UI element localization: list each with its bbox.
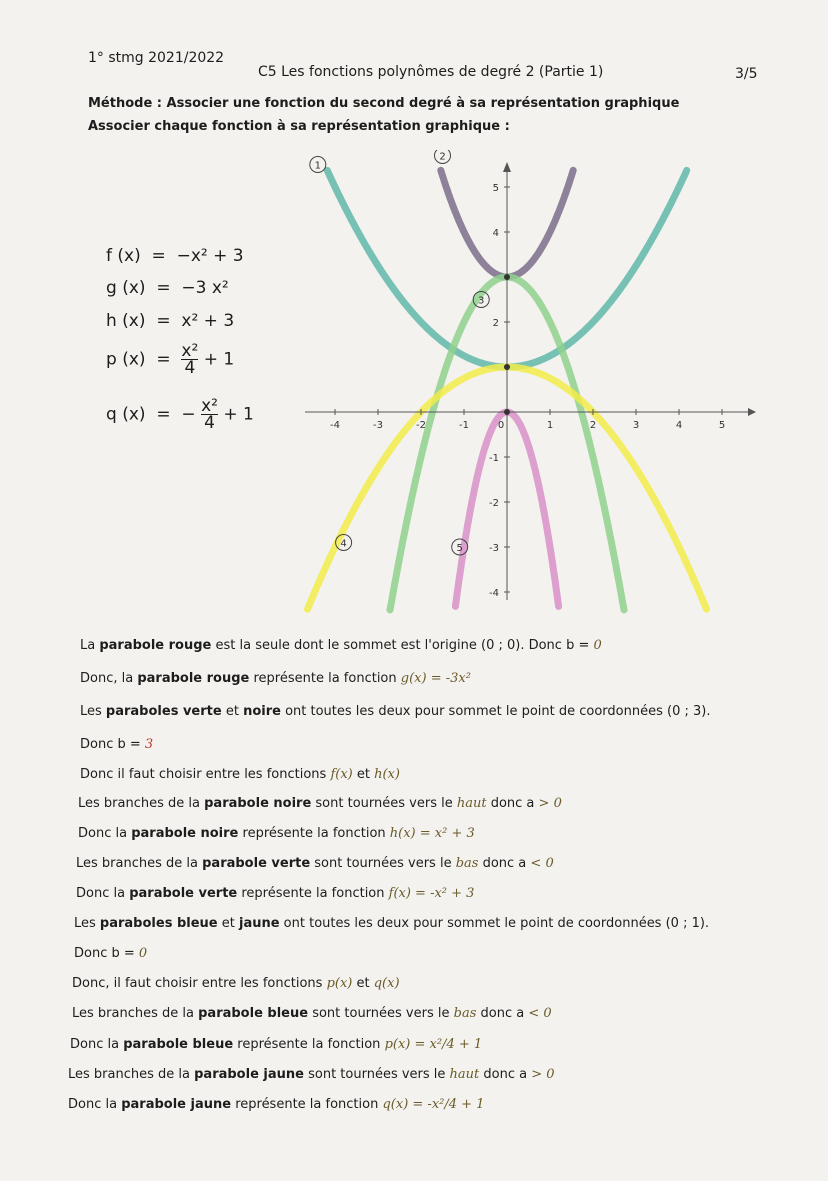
text: représente la fonction <box>233 1037 385 1052</box>
text: Les <box>80 704 106 719</box>
function-rhs: −x² + 3 <box>176 246 244 266</box>
text: donc a <box>478 856 531 871</box>
text: sont tournées vers le <box>310 856 456 871</box>
handwritten-answer: q(x) <box>373 976 400 991</box>
text: Donc la <box>70 1037 124 1052</box>
vertex-point <box>504 274 510 280</box>
text-bold: parabole noire <box>204 796 312 811</box>
x-tick-label: -4 <box>330 420 340 431</box>
handwritten-answer: h(x) = x² + 3 <box>389 826 475 841</box>
text-bold: parabole rouge <box>99 638 212 653</box>
vertex-point <box>504 364 510 370</box>
curve-label: 4 <box>340 538 347 550</box>
handwritten-answer: p(x) <box>326 976 353 991</box>
fraction <box>181 343 198 376</box>
text-bold: parabole jaune <box>121 1097 232 1112</box>
handwritten-answer: < 0 <box>528 1006 552 1021</box>
text: représente la fonction <box>238 826 390 841</box>
y-tick-label: -2 <box>489 498 499 509</box>
handwritten-answer: f(x) <box>330 767 353 782</box>
text: est la seule dont le sommet est l'origine (0 ; 0). Donc b = <box>211 638 594 653</box>
line-1 <box>80 638 602 653</box>
text: sont tournées vers le <box>311 796 457 811</box>
function-lhs: g (x) <box>106 278 146 298</box>
x-tick-label: 3 <box>632 420 640 431</box>
page-number: 3/5 <box>735 66 758 82</box>
text: ont toutes les deux pour sommet le point de coordonnées (0 ; 3). <box>280 704 711 719</box>
handwritten-answer: h(x) <box>374 767 400 782</box>
curve-label: 3 <box>478 295 485 307</box>
function-p <box>106 343 234 376</box>
equals-sign: = <box>150 311 176 331</box>
x-tick-label: 2 <box>589 420 597 431</box>
x-axis-arrow <box>748 408 756 416</box>
text: représente la fonction <box>231 1097 383 1112</box>
handwritten-answer: g(x) = -3x² <box>400 671 471 686</box>
text-bold: parabole jaune <box>194 1067 304 1082</box>
method-instruction: Associer chaque fonction à sa représentation graphique : <box>88 119 510 134</box>
text: et <box>352 976 374 991</box>
text: sont tournées vers le <box>308 1006 454 1021</box>
x-tick-label: -1 <box>459 420 469 431</box>
function-sign: − <box>181 404 196 425</box>
handwritten-answer: haut <box>449 1067 480 1082</box>
line-7 <box>78 826 475 841</box>
curve-label: 1 <box>314 160 321 172</box>
function-h <box>106 311 234 331</box>
text-bold: parabole bleue <box>198 1006 309 1021</box>
text: Donc b = <box>74 946 139 961</box>
fraction-numerator: x² <box>181 341 199 361</box>
x-tick-label: -3 <box>373 420 383 431</box>
text-bold: parabole noire <box>131 826 239 841</box>
text: sont tournées vers le <box>303 1067 450 1082</box>
text: Donc il faut choisir entre les fonctions <box>80 767 331 782</box>
text: donc a <box>476 1006 529 1021</box>
handwritten-answer: q(x) = -x²/4 + 1 <box>382 1097 485 1112</box>
handwritten-answer: 3 <box>144 737 154 752</box>
handwritten-answer: 0 <box>593 638 602 653</box>
function-tail: + 1 <box>203 349 235 370</box>
equals-sign: = <box>150 278 176 298</box>
function-rhs: −3 x² <box>181 278 229 298</box>
line-13 <box>72 1006 552 1021</box>
text: Donc, la <box>80 671 138 686</box>
method-title: Méthode : Associer une fonction du second degré à sa représentation graphique <box>88 96 680 111</box>
handwritten-answer: haut <box>456 796 487 811</box>
text: Les branches de la <box>68 1067 195 1082</box>
x-tick-label: 1 <box>546 420 554 431</box>
equals-sign: = <box>146 246 172 266</box>
line-9 <box>76 886 474 901</box>
text: donc a <box>479 1067 532 1082</box>
fraction-numerator: x² <box>201 396 218 416</box>
line-11 <box>74 946 147 961</box>
y-axis-arrow <box>503 162 511 172</box>
x-tick-label: 4 <box>675 420 683 431</box>
text-bold: paraboles verte <box>105 704 222 719</box>
text: représente la fonction <box>237 886 389 901</box>
x-tick-label: 0 <box>497 420 505 431</box>
line-8 <box>76 856 554 871</box>
text: La <box>80 638 100 653</box>
function-lhs: p (x) <box>106 349 146 370</box>
text: Les branches de la <box>72 1006 199 1021</box>
handwritten-answer: f(x) = -x² + 3 <box>388 886 475 901</box>
function-rhs: x² + 3 <box>181 311 235 331</box>
x-tick-label: -2 <box>416 420 426 431</box>
function-lhs: f (x) <box>106 246 141 266</box>
text: et <box>352 767 375 782</box>
y-tick-label: 4 <box>492 228 499 239</box>
line-10 <box>74 916 709 931</box>
y-tick-label: 5 <box>492 183 499 194</box>
curve-label: 5 <box>456 543 463 554</box>
function-tail: + 1 <box>223 404 254 425</box>
function-q <box>106 398 254 431</box>
equals-sign: = <box>150 404 176 425</box>
line-6 <box>78 796 562 811</box>
parabola-graph <box>290 150 760 630</box>
y-tick-label: -3 <box>489 543 499 554</box>
fraction-denominator: 4 <box>201 414 218 431</box>
text: Donc b = <box>80 737 145 752</box>
fraction-denominator: 4 <box>181 359 198 376</box>
y-tick-label: -4 <box>489 588 499 599</box>
text-bold: parabole rouge <box>137 671 250 686</box>
text-bold: parabole verte <box>202 856 311 871</box>
curve-label: 2 <box>439 151 446 163</box>
class-year: 1° stmg 2021/2022 <box>88 50 225 66</box>
text: Donc la <box>68 1097 122 1112</box>
line-5 <box>80 767 400 782</box>
text: Donc la <box>76 886 130 901</box>
handwritten-answer: < 0 <box>530 856 554 871</box>
handwritten-answer: 0 <box>138 946 148 961</box>
text-bold: jaune <box>238 916 280 931</box>
text: représente la fonction <box>249 671 401 686</box>
line-3 <box>80 704 710 719</box>
text-bold: parabole verte <box>129 886 238 901</box>
line-12 <box>72 976 400 991</box>
text-bold: parabole bleue <box>123 1037 234 1052</box>
line-2 <box>80 671 471 686</box>
text: donc a <box>486 796 539 811</box>
text: Les branches de la <box>76 856 203 871</box>
handwritten-answer: > 0 <box>531 1067 555 1082</box>
handwritten-answer: bas <box>453 1006 477 1021</box>
text: Donc, il faut choisir entre les fonctions <box>72 976 327 991</box>
y-tick-label: 2 <box>492 318 499 329</box>
line-14 <box>70 1037 482 1052</box>
x-tick-label: 5 <box>718 420 726 431</box>
text-bold: noire <box>243 704 281 719</box>
function-g <box>106 278 229 298</box>
line-4 <box>80 737 153 752</box>
function-lhs: h (x) <box>106 311 146 331</box>
text-bold: paraboles bleue <box>99 916 218 931</box>
handwritten-answer: p(x) = x²/4 + 1 <box>384 1037 483 1052</box>
line-15 <box>68 1067 555 1082</box>
handwritten-answer: bas <box>455 856 479 871</box>
handwritten-answer: > 0 <box>538 796 562 811</box>
fraction <box>201 398 218 431</box>
chapter-title: C5 Les fonctions polynômes de degré 2 (Partie 1) <box>258 64 604 80</box>
equals-sign: = <box>150 349 176 370</box>
y-tick-label: -1 <box>489 453 499 464</box>
vertex-point <box>504 409 510 415</box>
text: ont toutes les deux pour sommet le point de coordonnées (0 ; 1). <box>279 916 710 931</box>
function-lhs: q (x) <box>106 404 146 425</box>
text: et <box>221 704 244 719</box>
text: Donc la <box>78 826 132 841</box>
text: et <box>217 916 239 931</box>
line-16 <box>68 1097 484 1112</box>
text: Les branches de la <box>78 796 205 811</box>
function-f <box>106 246 244 266</box>
text: Les <box>74 916 100 931</box>
